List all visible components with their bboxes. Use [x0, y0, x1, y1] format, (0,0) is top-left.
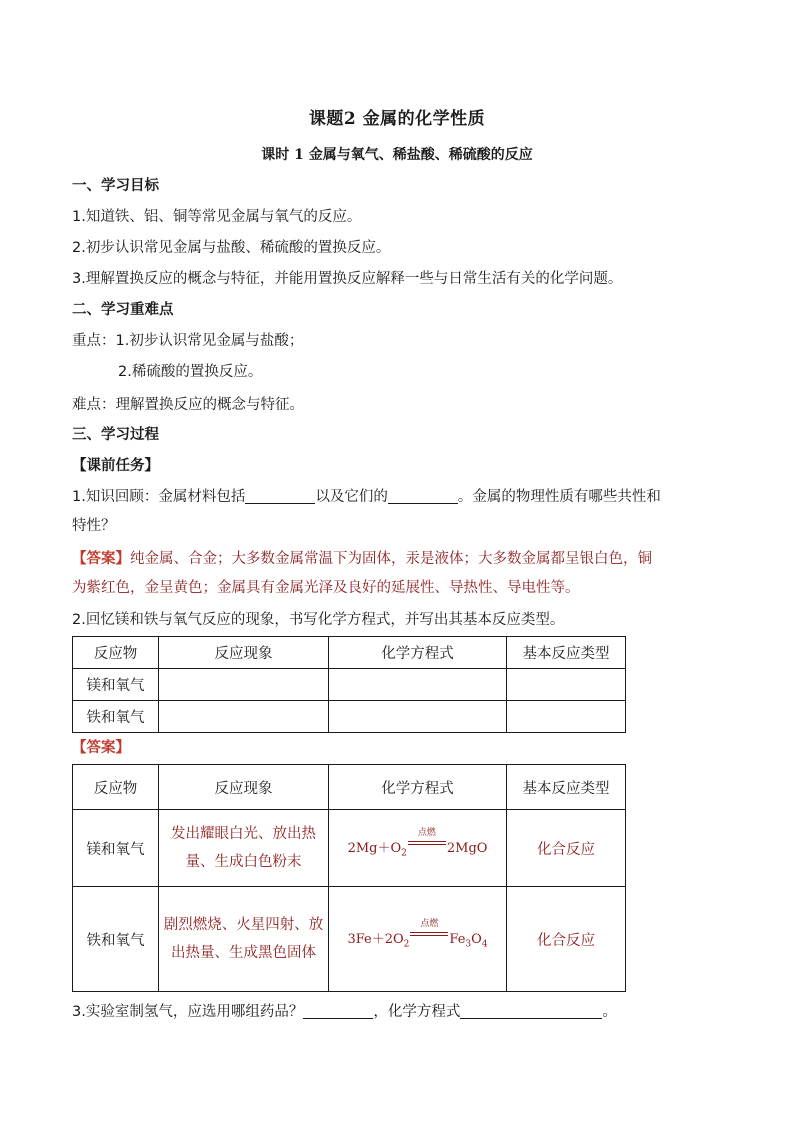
row-label: 铁和氧气 — [73, 701, 159, 733]
answer-1-line1: 【答案】纯金属、合金；大多数金属常温下为固体，汞是液体；大多数金属都呈银白色，铜 — [72, 551, 652, 567]
empty-cell[interactable] — [159, 701, 329, 733]
key-heading: 二、学习重难点 — [72, 302, 174, 318]
goal-2: 2.初步认识常见金属与盐酸、稀硫酸的置换反应。 — [72, 240, 391, 256]
answer-2-tag: 【答案】 — [72, 740, 130, 756]
answer-blank[interactable] — [303, 1002, 373, 1019]
answer-reaction-table — [72, 764, 626, 992]
row-label: 铁和氧气 — [73, 887, 159, 992]
header-cell: 基本反应类型 — [507, 765, 626, 810]
question-2: 2.回忆镁和铁与氧气反应的现象，书写化学方程式，并写出其基本反应类型。 — [72, 612, 565, 628]
goals-heading: 一、学习目标 — [72, 178, 159, 194]
answer-blank[interactable] — [460, 1002, 602, 1019]
answer-blank[interactable] — [245, 487, 315, 504]
key-point-2: 2.稀硫酸的置换反应。 — [118, 364, 263, 380]
goal-1: 1.知道铁、铝、铜等常见金属与氧气的反应。 — [72, 209, 362, 225]
equation-cell — [329, 887, 507, 992]
table-row — [73, 669, 626, 701]
table-header-row — [73, 765, 626, 810]
blank-reaction-table — [72, 636, 626, 733]
process-heading: 三、学习过程 — [72, 427, 159, 443]
header-cell: 反应物 — [73, 765, 159, 810]
reaction-type-cell: 化合反应 — [507, 810, 626, 887]
row-label: 镁和氧气 — [73, 810, 159, 887]
header-cell: 反应物 — [73, 637, 159, 669]
question-1: 1.知识回顾：金属材料包括 以及它们的 。金属的物理性质有哪些共性和 — [72, 489, 661, 505]
header-cell: 反应现象 — [159, 765, 329, 810]
header-cell: 反应现象 — [159, 637, 329, 669]
chemical-equation: $3Fe+2O_2$ 点燃 $Fe_3O_4$ — [347, 919, 488, 950]
answer-blank[interactable] — [388, 487, 458, 504]
header-cell: 基本反应类型 — [507, 637, 626, 669]
equation-cell — [329, 810, 507, 887]
page-subtitle: 课时 1 金属与氧气、稀盐酸、稀硫酸的反应 — [261, 147, 533, 163]
difficulty: 难点：理解置换反应的概念与特征。 — [72, 397, 304, 413]
question-3: 3.实验室制氢气，应选用哪组药品？ ，化学方程式 。 — [72, 1004, 617, 1020]
table-row — [73, 887, 626, 992]
table-row — [73, 810, 626, 887]
phenomenon-cell: 剧烈燃烧、火星四射、放出热量、生成黑色固体 — [159, 887, 329, 992]
empty-cell[interactable] — [159, 669, 329, 701]
table-header-row — [73, 637, 626, 669]
reaction-condition: 点燃 — [410, 930, 448, 940]
answer-1-line2: 为紫红色，金呈黄色；金属具有金属光泽及良好的延展性、导热性、导电性等。 — [72, 580, 580, 596]
phenomenon-cell: 发出耀眼白光、放出热量、生成白色粉末 — [159, 810, 329, 887]
empty-cell[interactable] — [507, 701, 626, 733]
empty-cell[interactable] — [329, 701, 507, 733]
empty-cell[interactable] — [329, 669, 507, 701]
key-point-1: 重点：1.初步认识常见金属与盐酸； — [72, 333, 304, 349]
question-1-cont: 特性？ — [72, 518, 116, 534]
reaction-condition: 点燃 — [408, 839, 446, 849]
header-cell: 化学方程式 — [329, 637, 507, 669]
table-row — [73, 701, 626, 733]
page-title: 课题2 金属的化学性质 — [308, 109, 486, 129]
header-cell: 化学方程式 — [329, 765, 507, 810]
pretask-heading: 【课前任务】 — [72, 458, 159, 474]
empty-cell[interactable] — [507, 669, 626, 701]
row-label: 镁和氧气 — [73, 669, 159, 701]
chemical-equation: $2Mg+O_2$ 点燃 2MgO — [347, 828, 488, 859]
goal-3: 3.理解置换反应的概念与特征，并能用置换反应解释一些与日常生活有关的化学问题。 — [72, 271, 623, 287]
answer-tag: 【答案】 — [72, 551, 130, 567]
reaction-type-cell: 化合反应 — [507, 887, 626, 992]
